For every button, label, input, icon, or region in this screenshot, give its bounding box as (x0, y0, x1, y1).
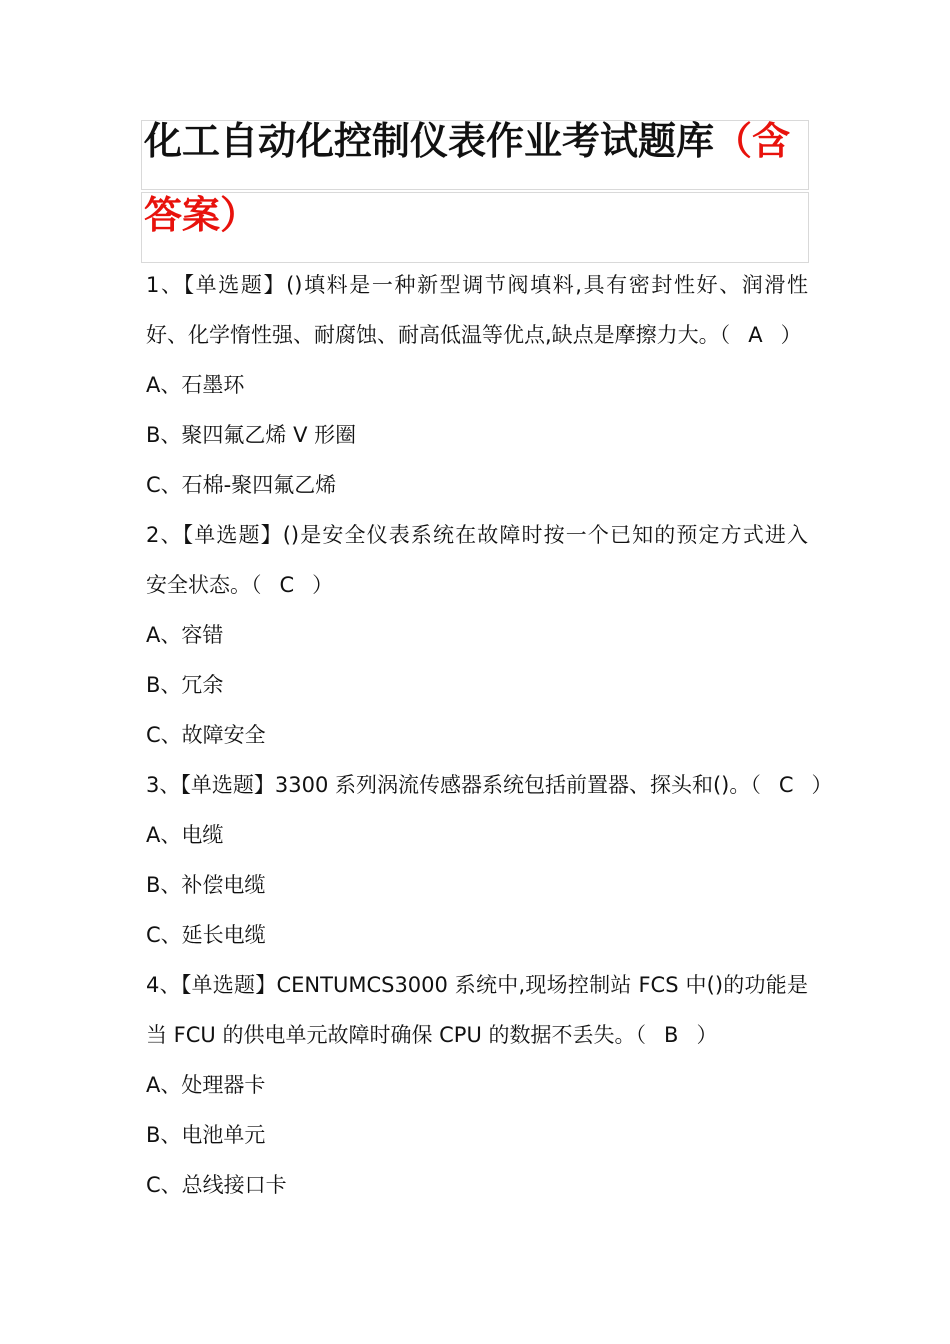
question-3-stem-line-1 (146, 760, 833, 810)
question-1-answer: A (748, 323, 763, 347)
title-suffix: （含答案） (144, 119, 791, 237)
question-2-option-b: B、冗余 (146, 673, 224, 697)
question-4-option-b: B、电池单元 (146, 1123, 266, 1147)
title-box (141, 100, 808, 262)
question-4-close: ） (696, 1023, 718, 1047)
question-4-stem-line-2 (146, 1010, 717, 1060)
question-2-stem-line-1: 2、【单选题】()是安全仪表系统在故障时按一个已知的预定方式进入 (146, 523, 808, 547)
question-4-option-a: A、处理器卡 (146, 1073, 266, 1097)
question-1-option-c: C、石棉-聚四氟乙烯 (146, 473, 337, 497)
question-4-option-c: C、总线接口卡 (146, 1173, 287, 1197)
question-1-option-a: A、石墨环 (146, 373, 245, 397)
question-4-stem-text: 当 FCU 的供电单元故障时确保 CPU 的数据不丢失。（ (146, 1023, 647, 1047)
question-1-stem-line-1: 1、【单选题】()填料是一种新型调节阀填料,具有密封性好、润滑性 (146, 273, 808, 297)
question-3-answer: C (778, 773, 794, 797)
question-3-option-b: B、补偿电缆 (146, 873, 266, 897)
question-3-option-a: A、电缆 (146, 823, 224, 847)
question-2-option-a: A、容错 (146, 623, 224, 647)
question-1-close: ） (780, 323, 802, 347)
question-1-option-b: B、聚四氟乙烯 V 形圈 (146, 423, 357, 447)
page-title (144, 104, 808, 252)
question-2-stem-text: 安全状态。（ (146, 573, 262, 597)
question-1-stem-text: 好、化学惰性强、耐腐蚀、耐高低温等优点,缺点是摩擦力大。（ (146, 323, 731, 347)
question-4-answer: B (664, 1023, 679, 1047)
question-3-option-c: C、延长电缆 (146, 923, 266, 947)
question-2-option-c: C、故障安全 (146, 723, 266, 747)
question-4-stem-line-1: 4、【单选题】CENTUMCS3000 系统中,现场控制站 FCS 中()的功能是 (146, 973, 808, 997)
question-3-close: ） (811, 773, 833, 797)
question-2-stem-line-2 (146, 560, 333, 610)
title-main: 化工自动化控制仪表作业考试题库 (144, 119, 715, 163)
question-1-stem-line-2 (146, 310, 802, 360)
question-2-close: ） (312, 573, 334, 597)
question-3-stem-text: 3、【单选题】3300 系列涡流传感器系统包括前置器、探头和()。（ (146, 773, 761, 797)
question-2-answer: C (279, 573, 295, 597)
